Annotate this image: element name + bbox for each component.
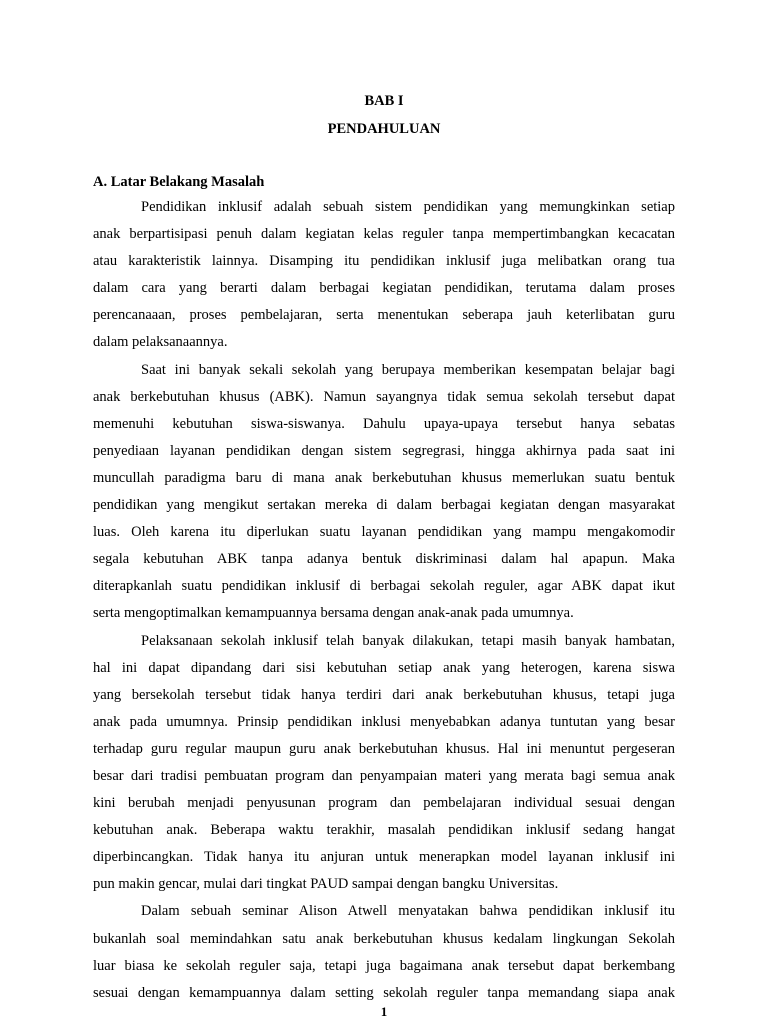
text-line: sesuai dengan kemampuannya dalam setting sekolah reguler tanpa memandang siapa anak xyxy=(93,984,675,1001)
text-line: yang bersekolah tersebut tidak hanya terdiri dari anak berkebutuhan khusus, tetapi juga xyxy=(93,686,675,703)
text-line: Saat ini banyak sekali sekolah yang berupaya memberikan kesempatan belajar bagi xyxy=(141,361,675,378)
text-line: diterapkanlah suatu pendidikan inklusif di berbagai sekolah reguler, agar ABK dapat ikut xyxy=(93,578,675,595)
text-line: kini berubah menjadi penyusunan program dan pembelajaran individual sesuai dengan xyxy=(93,795,675,812)
text-line: pendidikan yang mengikut sertakan mereka di dalam berbagai kegiatan dengan masyarakat xyxy=(93,497,675,514)
text-line: Pendidikan inklusif adalah sebuah sistem pendidikan yang memungkinkan setiap xyxy=(141,199,675,215)
body-text xyxy=(93,194,675,1007)
page-number: 1 xyxy=(380,1004,388,1019)
text-line: segala kebutuhan ABK tanpa adanya bentuk diskriminasi dalam hal apapun. Maka xyxy=(93,551,675,568)
chapter-heading: BAB I xyxy=(364,93,404,109)
text-line: luar biasa ke sekolah reguler saja, tetapi juga bagaimana anak tersebut dapat berkembang xyxy=(93,957,675,974)
section-title: A. Latar Belakang Masalah xyxy=(93,174,265,190)
text-line: besar dari tradisi pembuatan program dan penyampaian materi yang merata bagi semua anak xyxy=(93,767,675,784)
text-line: anak pada umumnya. Prinsip pendidikan inklusi menyebabkan adanya tuntutan yang besar xyxy=(93,713,675,730)
text-line: terhadap guru regular maupun guru anak berkebutuhan khusus. Hal ini menuntut pergeseran xyxy=(93,740,675,757)
text-line: hal ini dapat dipandang dari sisi kebutuhan setiap anak yang heterogen, karena siswa xyxy=(93,659,675,676)
text-line: serta mengoptimalkan kemampuannya bersama dengan anak-anak pada umumnya. xyxy=(93,605,574,622)
text-line: atau karakteristik lainnya. Disamping itu pendidikan inklusif juga melibatkan orang tua xyxy=(93,253,675,270)
text-line: luas. Oleh karena itu diperlukan suatu layanan pendidikan yang mampu mengakomodir xyxy=(93,524,675,541)
text-line: dalam cara yang berarti dalam berbagai kegiatan pendidikan, terutama dalam proses xyxy=(93,280,675,297)
chapter-title: PENDAHULUAN xyxy=(327,121,441,137)
text-line: pun makin gencar, mulai dari tingkat PAUD sampai dengan bangku Universitas. xyxy=(93,876,559,893)
text-line: anak berpartisipasi penuh dalam kegiatan kelas reguler tanpa mempertimbangkan kecacatan xyxy=(93,226,675,243)
text-line: Pelaksanaan sekolah inklusif telah banyak dilakukan, tetapi masih banyak hambatan, xyxy=(141,632,675,649)
text-line: memenuhi kebutuhan siswa-siswanya. Dahulu upaya-upaya tersebut hanya sebatas xyxy=(93,415,675,432)
text-line: kebutuhan anak. Beberapa waktu terakhir, masalah pendidikan inklusif sedang hangat xyxy=(93,822,675,839)
text-line: anak berkebutuhan khusus (ABK). Namun sayangnya tidak semua sekolah tersebut dapat xyxy=(93,388,675,405)
text-line: dalam pelaksanaannya. xyxy=(93,334,228,351)
text-line: diperbincangkan. Tidak hanya itu anjuran untuk menerapkan model layanan inklusif ini xyxy=(93,849,675,866)
text-line: perencanaaan, proses pembelajaran, serta menentukan seberapa jauh keterlibatan guru xyxy=(93,307,675,324)
text-line: Dalam sebuah seminar Alison Atwell menyatakan bahwa pendidikan inklusif itu xyxy=(141,903,675,920)
text-line: muncullah paradigma baru di mana anak berkebutuhan khusus memerlukan suatu bentuk xyxy=(93,469,675,486)
text-line: penyediaan layanan pendidikan dengan sistem segregrasi, hingga akhirnya pada saat ini xyxy=(93,442,675,459)
text-line: bukanlah soal memindahkan satu anak berkebutuhan khusus kedalam lingkungan Sekolah xyxy=(93,930,675,947)
